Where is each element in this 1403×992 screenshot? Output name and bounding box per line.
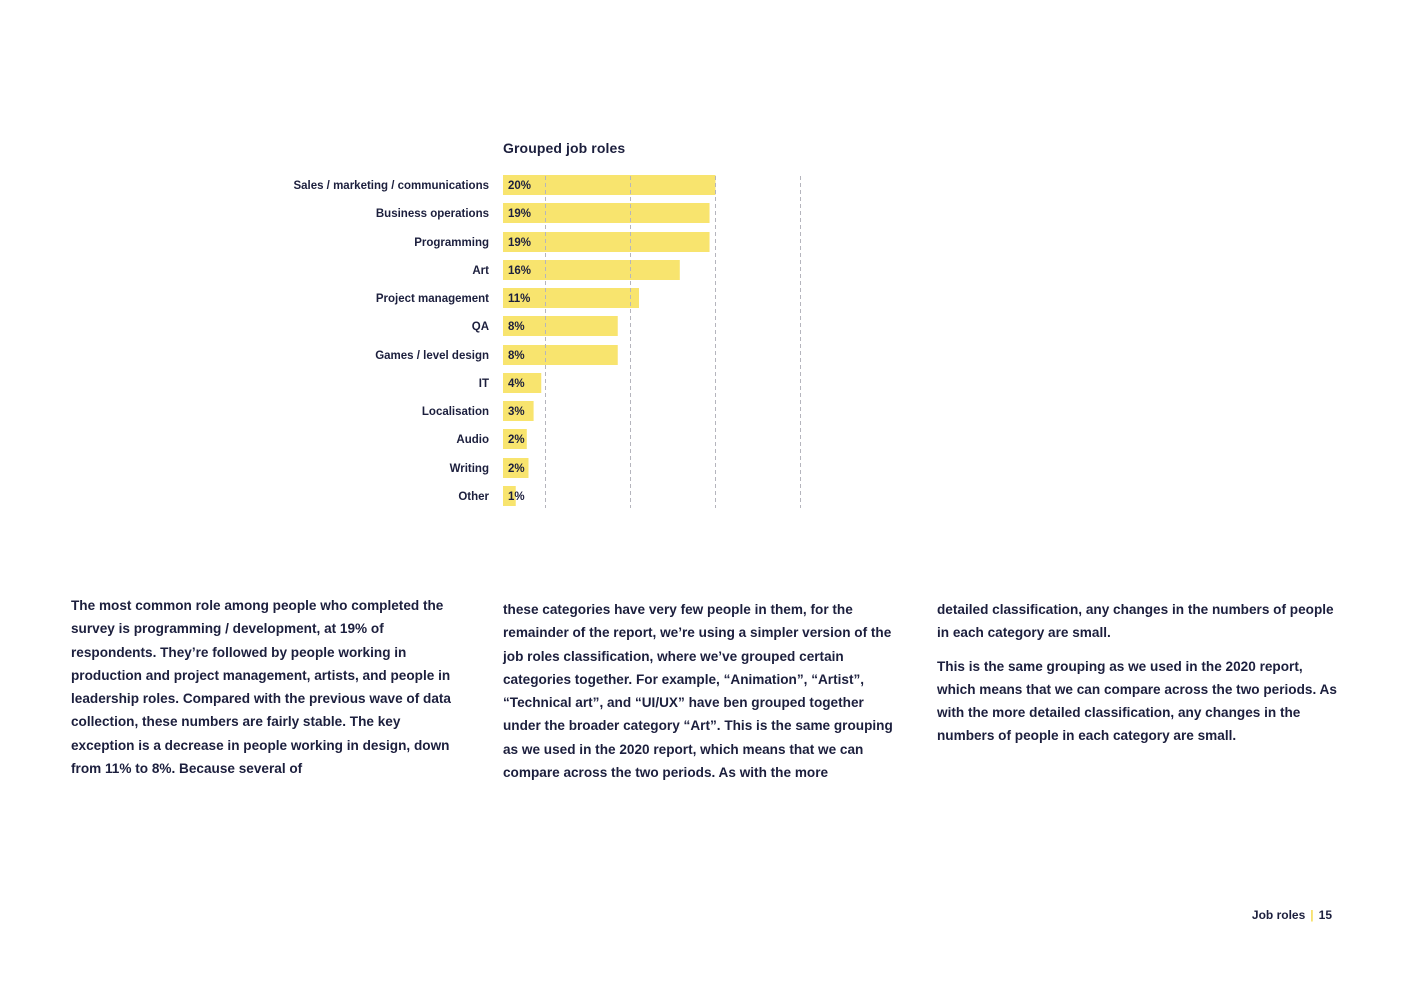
footer-separator: | [1310,908,1314,922]
category-label: Sales / marketing / communications [293,180,489,192]
body-paragraph: these categories have very few people in them, for the remainder of the report, we’re using a simpler version of the job roles classification, where we’ve grouped certain categories together. For example, “Animation”, “Artist”, “Technical art”, and “UI/UX” have ben grouped together under the broader category “Art”. This is the same grouping as we used in the 2020 report, which means that we can compare across the two periods. As with the more [503,602,893,781]
bar-value-label: 11% [508,293,531,305]
bar-value-label: 2% [508,463,525,475]
body-paragraph: detailed classification, any changes in the numbers of people in each category are small. [937,602,1334,641]
category-label: Other [458,491,489,503]
footer-section-title: Job roles [1251,908,1306,922]
body-paragraph: The most common role among people who completed the survey is programming / development, at 19% of respondents. They’re followed by people working in production and project management, artists, and people in leadership roles. Compared with the previous wave of data collection, these numbers are fairly stable. The key exception is a decrease in people working in design, down from 11% to 8%. Because several of [71,598,451,777]
category-label: QA [471,321,489,333]
body-column-1 [71,594,466,780]
bar [503,232,710,252]
bar-value-label: 1% [508,491,525,503]
page-footer [1252,908,1332,922]
bar [503,203,710,223]
category-label: Project management [375,293,489,305]
category-label: Games / level design [375,350,489,362]
body-column-3 [937,598,1337,748]
category-label: IT [478,378,489,390]
bar-value-label: 8% [508,350,525,362]
category-label: Business operations [375,208,489,220]
page-number: 15 [1318,908,1332,922]
bar-value-label: 3% [508,406,525,418]
bar [503,175,716,195]
chart-title: Grouped job roles [503,140,626,156]
bar-value-label: 2% [508,434,525,446]
category-label: Localisation [421,406,489,418]
bar-value-label: 19% [508,208,532,220]
category-label: Writing [449,463,489,475]
bar-value-label: 16% [508,265,532,277]
bar-value-label: 19% [508,237,532,249]
category-label: Art [472,265,489,277]
bar-value-label: 4% [508,378,525,390]
body-paragraph: This is the same grouping as we used in the 2020 report, which means that we can compare across the two periods. As with the more detailed classification, any changes in the numbers of people in each category are small. [937,658,1337,744]
bar-value-label: 8% [508,321,525,333]
category-label: Audio [456,434,489,446]
bar-value-label: 20% [508,180,532,192]
body-column-2 [503,598,903,784]
category-label: Programming [414,237,489,249]
